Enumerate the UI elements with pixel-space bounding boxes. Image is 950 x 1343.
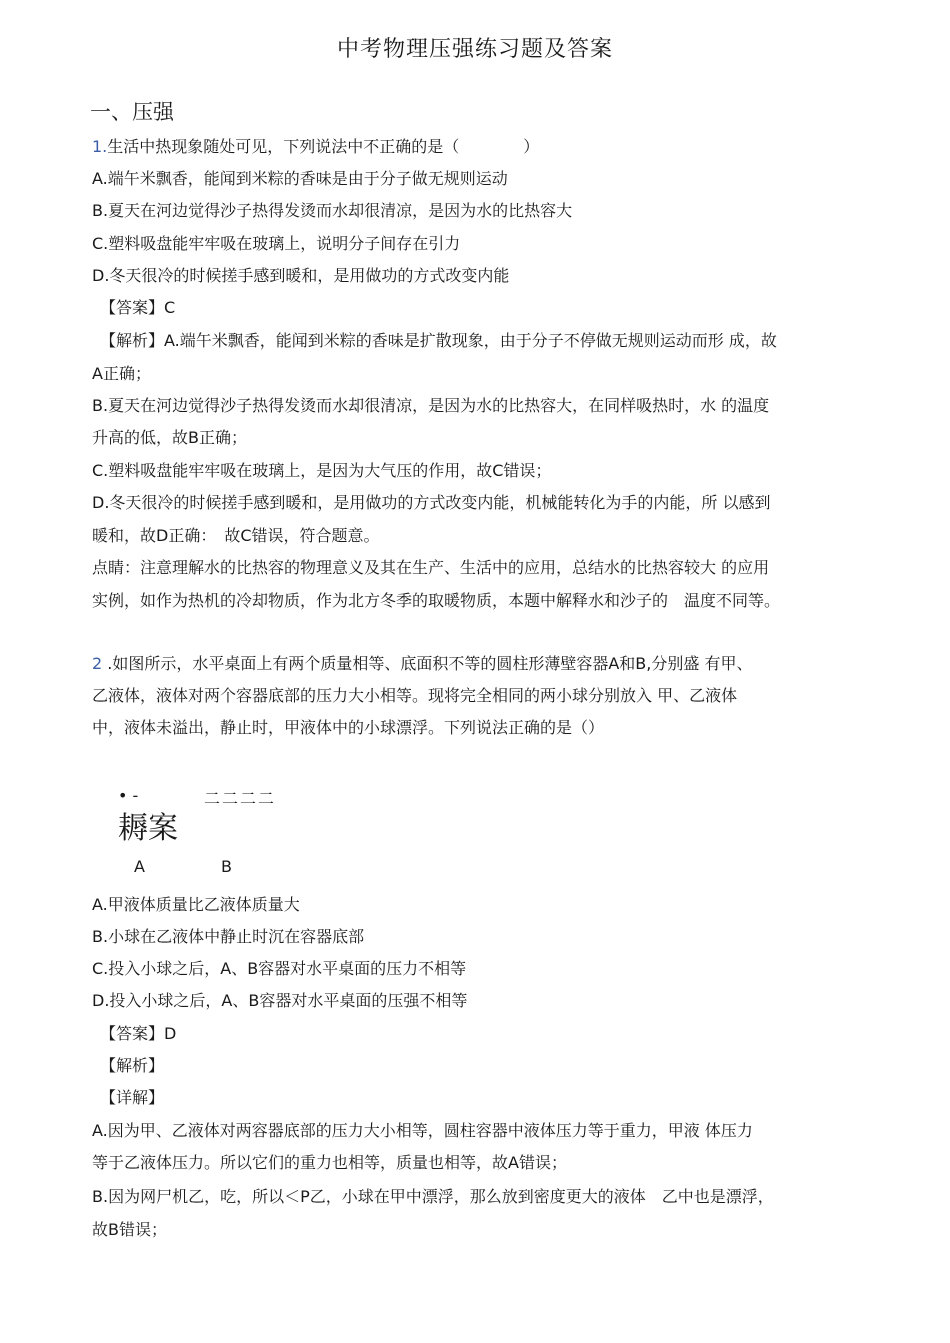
q1-explanation-line: 【解析】A.端午米飘香，能闻到米粽的香味是扩散现象，由于分子不停做无规则运动而形 成，故 [100,331,777,350]
q1-explanation-line: 升高的低，故B正确； [92,428,247,447]
q2-detail-label: 【详解】 [100,1088,165,1107]
question-number: 2 [92,654,103,673]
q2-detail-line: 等于乙液体压力。所以它们的重力也相等，质量也相等，故A错误； [92,1153,567,1172]
question-text: 生活中热现象随处可见，下列说法中不正确的是（ ） [107,137,540,156]
q1-tip-line: 实例，如作为热机的冷却物质，作为北方冬季的取暖物质，本题中解释水和沙子的 温度不同等。 [92,591,781,610]
q1-option-d: D.冬天很冷的时候搓手感到暖和，是用做功的方式改变内能 [92,266,510,285]
question-number: 1. [92,137,108,156]
figure-marks: • - [118,786,139,805]
q2-option-c: C.投入小球之后，A、B容器对水平桌面的压力不相等 [92,959,467,978]
q2-option-b: B.小球在乙液体中静止时沉在容器底部 [92,927,365,946]
q2-option-d: D.投入小球之后，A、B容器对水平桌面的压强不相等 [92,991,468,1010]
question-text: .如图所示，水平桌面上有两个质量相等、底面积不等的圆柱形薄壁容器A和B,分别盛 有甲、 [102,654,753,673]
section-heading: 一、压强 [90,100,174,124]
q1-explanation-line: A正确； [92,364,151,383]
question-2-stem-line: 乙液体，液体对两个容器底部的压力大小相等。现将完全相同的两小球分别放入 甲、乙液体 [92,686,738,705]
figure-dashes: 二二二二 [204,789,277,808]
q2-detail-line: B.因为网尸机乙，吃，所以＜P乙，小球在甲中漂浮，那么放到密度更大的液体 乙中也是漂浮， [92,1187,774,1206]
q1-answer: 【答案】C [100,298,176,317]
question-2-stem-line: 中，液体未溢出，静止时，甲液体中的小球漂浮。下列说法正确的是（） [92,718,605,737]
page-title: 中考物理压强练习题及答案 [336,37,613,62]
q1-option-b: B.夏天在河边觉得沙子热得发烫而水却很清凉，是因为水的比热容大 [92,201,573,220]
q1-tip-line: 点睛：注意理解水的比热容的物理意义及其在生产、生活中的应用，总结水的比热容较大 的应用 [92,558,770,577]
question-1-stem [92,137,539,157]
q2-detail-line: 故B错误； [92,1220,167,1239]
figure-text: 耨案 [118,811,178,846]
q1-option-a: A.端午米飘香，能闻到米粽的香味是由于分子做无规则运动 [92,169,508,188]
q1-explanation-line: 暖和，故D正确： 故C错误，符合题意。 [92,526,380,545]
q2-answer: 【答案】D [100,1024,177,1043]
q2-analysis-label: 【解析】 [100,1056,165,1075]
q1-explanation-line: B.夏天在河边觉得沙子热得发烫而水却很清凉，是因为水的比热容大，在同样吸热时，水 的温度 [92,396,770,415]
q1-explanation-line: D.冬天很冷的时候搓手感到暖和，是用做功的方式改变内能，机械能转化为手的内能，所 以感到 [92,493,771,512]
question-2-stem [92,654,752,674]
figure-label-a: A [134,857,145,876]
q2-detail-line: A.因为甲、乙液体对两容器底部的压力大小相等，圆柱容器中液体压力等于重力，甲液 体压力 [92,1121,753,1140]
figure-label-b: B [221,857,232,876]
q1-explanation-line: C.塑料吸盘能牢牢吸在玻璃上，是因为大气压的作用，故C错误； [92,461,552,480]
q2-option-a: A.甲液体质量比乙液体质量大 [92,895,300,914]
q1-option-c: C.塑料吸盘能牢牢吸在玻璃上，说明分子间存在引力 [92,234,461,253]
